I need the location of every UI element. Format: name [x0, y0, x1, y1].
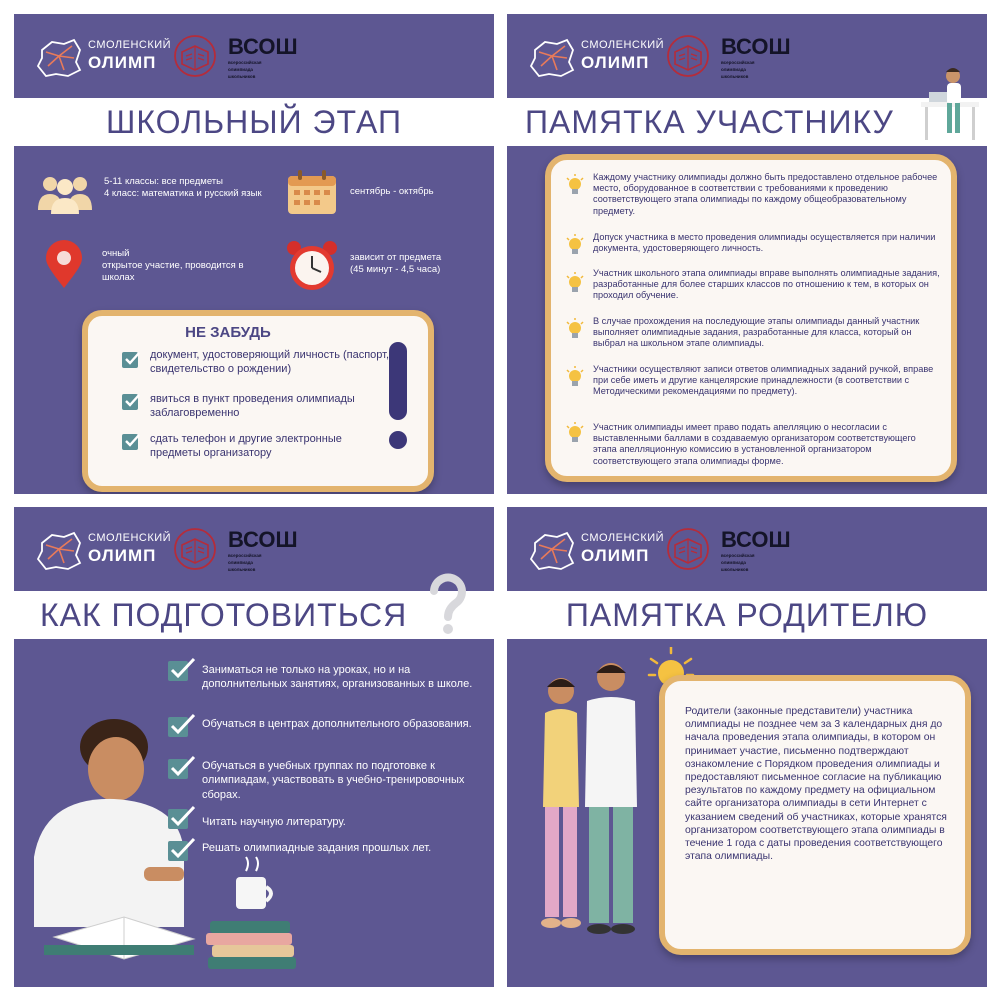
panel-participant-memo — [507, 14, 987, 494]
info-dates: сентябрь - октябрь — [350, 186, 434, 197]
dont-forget-item: сдать телефон и другие электронные предметы организатору — [150, 433, 342, 460]
book-emblem-icon — [665, 32, 711, 80]
alarm-clock-icon — [284, 238, 340, 292]
memo-item: Допуск участника в место проведения олимпиады осуществляется при наличии документа, удостоверяющего личность. — [593, 232, 936, 254]
memo-item: Каждому участнику олимпиады должно быть предоставлено отдельное рабочее место, оборудованное в соответствии с требованиями к проведению соответствующего этапа олимпиады по каждому общеобразовательному предмету. — [593, 172, 938, 216]
title-band — [14, 591, 494, 639]
vsosh-logo: ВСОШ всероссийская олимпиада школьников — [721, 34, 791, 80]
memo-item: В случае прохождения на последующие этапы олимпиады данный участник выполняет олимпиадные задания, разработанные для класса, который он выбрал на школьном этапе олимпиады. — [593, 316, 920, 349]
lightbulb-icon — [565, 174, 585, 196]
header — [14, 507, 494, 583]
lightbulb-icon — [565, 318, 585, 340]
page-title: ПАМЯТКА РОДИТЕЛЮ — [565, 596, 929, 633]
info-format: очный открытое участие, проводится в школах — [102, 248, 244, 283]
vsosh-logo: ВСОШ всероссийская олимпиада школьников — [721, 527, 791, 573]
prep-item: Читать научную литературу. — [202, 816, 346, 828]
prep-item: Заниматься не только на уроках, но и на дополнительных занятиях, организованных в школе. — [202, 664, 473, 691]
checkbox-checked-icon — [122, 394, 138, 410]
lightbulb-icon — [565, 422, 585, 444]
smolensk-region-logo-icon — [527, 36, 577, 80]
book-emblem-icon — [172, 525, 218, 573]
parent-memo-card — [659, 675, 971, 955]
memo-item: Участник школьного этапа олимпиады вправе выполнять олимпиадные задания, разработанные для более старших классов по отношению к тем, в которых он проходил обучение. — [593, 268, 940, 301]
smolensk-region-logo-icon — [34, 36, 84, 80]
participant-memo-card — [545, 154, 957, 482]
location-pin-icon — [44, 240, 84, 290]
lightbulb-icon — [565, 272, 585, 294]
lightbulb-icon — [565, 234, 585, 256]
panel-parent-memo — [507, 507, 987, 987]
smolensky-olimp-wordmark: СМОЛЕНСКИЙ ОЛИМП — [581, 39, 665, 72]
student-at-desk-illustration-icon — [917, 62, 983, 142]
vsosh-logo: ВСОШ всероссийская олимпиада школьников — [228, 527, 298, 573]
dont-forget-card — [82, 310, 434, 492]
header — [507, 14, 987, 90]
book-emblem-icon — [665, 525, 711, 573]
info-classes: 5-11 классы: все предметы 4 класс: математика и русский язык — [104, 176, 262, 199]
checkbox-checked-icon — [168, 805, 196, 829]
prep-item: Обучаться в центрах дополнительного образования. — [202, 718, 472, 730]
checkbox-checked-icon — [168, 837, 196, 861]
parents-illustration-icon — [521, 657, 651, 943]
dont-forget-title: НЕ ЗАБУДЬ — [185, 324, 271, 341]
parent-memo-text: Родители (законные представители) участника олимпиады не позднее чем за 3 календарных дня до начала проведения этапа олимпиады, в котором он принимает участие, письменно подтверждают ознакомление с Порядком проведения олимпиады и предоставляют письменное согласие на публикацию результатов по каждому предмету на официальном сайте организатора олимпиады в сети Интернет с указанием сведений об участниках, которые хранятся организатором соответствующего этапа олимпиады в течение 1 года с даты проведения соответствующего этапа олимпиады. — [685, 706, 947, 863]
header — [14, 14, 494, 90]
question-mark-icon — [426, 573, 470, 637]
smolensky-olimp-wordmark: СМОЛЕНСКИЙ ОЛИМП — [88, 39, 172, 72]
book-emblem-icon — [172, 32, 218, 80]
checkbox-checked-icon — [122, 352, 138, 368]
prep-item: Решать олимпиадные задания прошлых лет. — [202, 842, 432, 854]
checkbox-checked-icon — [168, 657, 196, 681]
page-title: КАК ПОДГОТОВИТЬСЯ — [40, 596, 408, 633]
info-duration: зависит от предмета (45 минут - 4,5 часа) — [350, 252, 442, 275]
people-icon — [36, 174, 94, 214]
memo-item: Участники осуществляют записи ответов олимпиадных заданий ручкой, вправе при себе иметь и другие канцелярские принадлежности (в соответствии с Методическими рекомендациями по предмету). — [593, 364, 934, 397]
smolensky-olimp-wordmark: СМОЛЕНСКИЙ ОЛИМП — [88, 532, 172, 565]
title-band — [507, 98, 987, 146]
checkbox-checked-icon — [122, 434, 138, 450]
smolensk-region-logo-icon — [34, 529, 84, 573]
dont-forget-item: документ, удостоверяющий личность (паспорт, свидетельство о рождении) — [150, 349, 390, 376]
dont-forget-item: явиться в пункт проведения олимпиады заблаговременно — [150, 393, 355, 420]
title-band — [14, 98, 494, 146]
exclamation-icon — [386, 342, 410, 452]
header — [507, 507, 987, 583]
page-title: ПАМЯТКА УЧАСТНИКУ — [525, 103, 894, 140]
title-band — [507, 591, 987, 639]
lightbulb-icon — [565, 366, 585, 388]
memo-item: Участник олимпиады имеет право подать апелляцию о несогласии с выставленными баллами в создаваемую организатором соответствующего этапа апелляционную комиссию в установленной организатором соответствующего этапа олимпиады форме. — [593, 422, 916, 466]
checkbox-checked-icon — [168, 713, 196, 737]
calendar-icon — [286, 168, 338, 216]
checkbox-checked-icon — [168, 755, 196, 779]
prep-item: Обучаться в учебных группах по подготовке к олимпиадам, участвовать в учебно-тренировочных сборах. — [202, 760, 465, 801]
panel-school-stage — [14, 14, 494, 494]
vsosh-logo: ВСОШ всероссийская олимпиада школьников — [228, 34, 298, 80]
smolensk-region-logo-icon — [527, 529, 577, 573]
page-title: ШКОЛЬНЫЙ ЭТАП — [106, 103, 402, 140]
smolensky-olimp-wordmark: СМОЛЕНСКИЙ ОЛИМП — [581, 532, 665, 565]
panel-how-to-prepare — [14, 507, 494, 987]
